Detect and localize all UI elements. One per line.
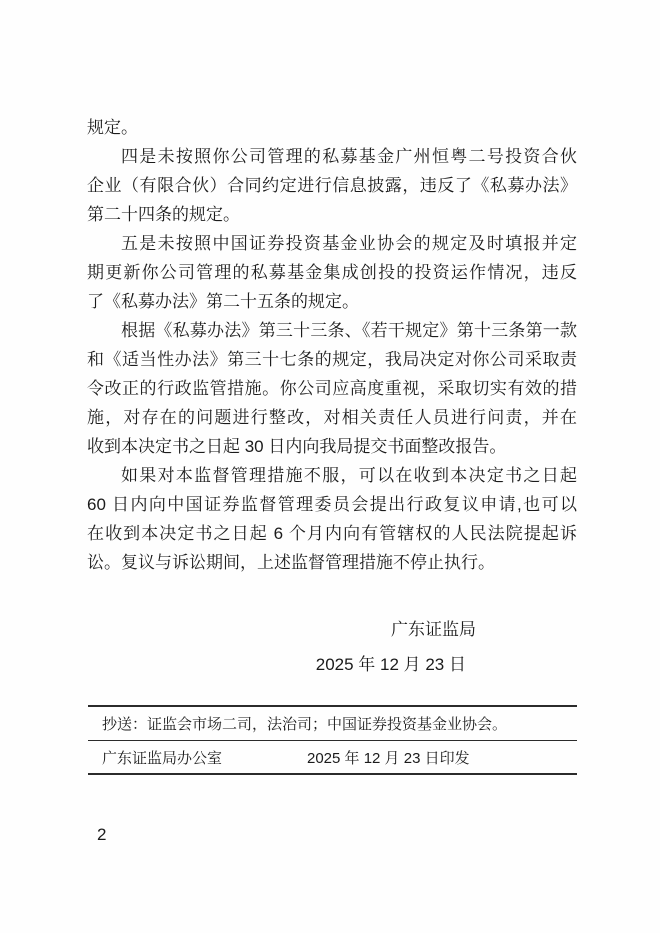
signature-block bbox=[87, 615, 577, 679]
text-line: 根据《私募办法》第三十三条、《若干规定》第十三条第一款 bbox=[121, 321, 577, 340]
signature-date: 2025 年 12 月 23 日 bbox=[315, 655, 466, 674]
cc-line: 抄送：证监会市场二司，法治司；中国证券投资基金业协会。 bbox=[102, 716, 508, 733]
text-line: 五是未按照中国证券投资基金业协会的规定及时填报并定 bbox=[121, 234, 577, 253]
text-line: 如果对本监督管理措施不服，可以在收到本决定书之日起 bbox=[121, 466, 577, 485]
document-body bbox=[87, 113, 577, 577]
text-line: 规定。 bbox=[87, 118, 138, 137]
issuer: 广东证监局办公室 bbox=[102, 749, 223, 767]
text-line: 60 日内向中国证券监督管理委员会提出行政复议申请,也可以 bbox=[87, 495, 577, 514]
text-line: 第二十四条的规定。 bbox=[87, 205, 240, 224]
paragraph bbox=[87, 461, 577, 577]
paragraph bbox=[87, 316, 577, 461]
paragraph bbox=[87, 142, 577, 229]
text-line: 企业（有限合伙）合同约定进行信息披露，违反了《私募办法》 bbox=[87, 176, 577, 195]
text-line: 四是未按照你公司管理的私募基金广州恒粤二号投资合伙 bbox=[121, 147, 577, 166]
footer-block bbox=[88, 705, 577, 775]
text-line: 讼。复议与诉讼期间，上述监督管理措施不停止执行。 bbox=[87, 553, 495, 572]
issue-row bbox=[88, 741, 577, 773]
issue-date: 2025 年 12 月 23 日印发 bbox=[307, 749, 470, 767]
cc-row bbox=[88, 707, 577, 741]
text-line: 在收到本决定书之日起 6 个月内向有管辖权的人民法院提起诉 bbox=[87, 524, 577, 543]
signature-authority: 广东证监局 bbox=[391, 620, 476, 639]
text-line: 和《适当性办法》第三十七条的规定，我局决定对你公司采取责 bbox=[87, 350, 577, 369]
text-line: 施，对存在的问题进行整改，对相关责任人员进行问责，并在 bbox=[87, 408, 577, 427]
text-line: 收到本决定书之日起 30 日内向我局提交书面整改报告。 bbox=[87, 437, 507, 456]
text-line: 了《私募办法》第二十五条的规定。 bbox=[87, 292, 359, 311]
page-number: 2 bbox=[97, 825, 107, 844]
text-line: 令改正的行政监管措施。你公司应高度重视，采取切实有效的措 bbox=[87, 379, 577, 398]
paragraph bbox=[87, 229, 577, 316]
paragraph bbox=[87, 113, 577, 142]
text-line: 期更新你公司管理的私募基金集成创投的投资运作情况，违反 bbox=[87, 263, 577, 282]
